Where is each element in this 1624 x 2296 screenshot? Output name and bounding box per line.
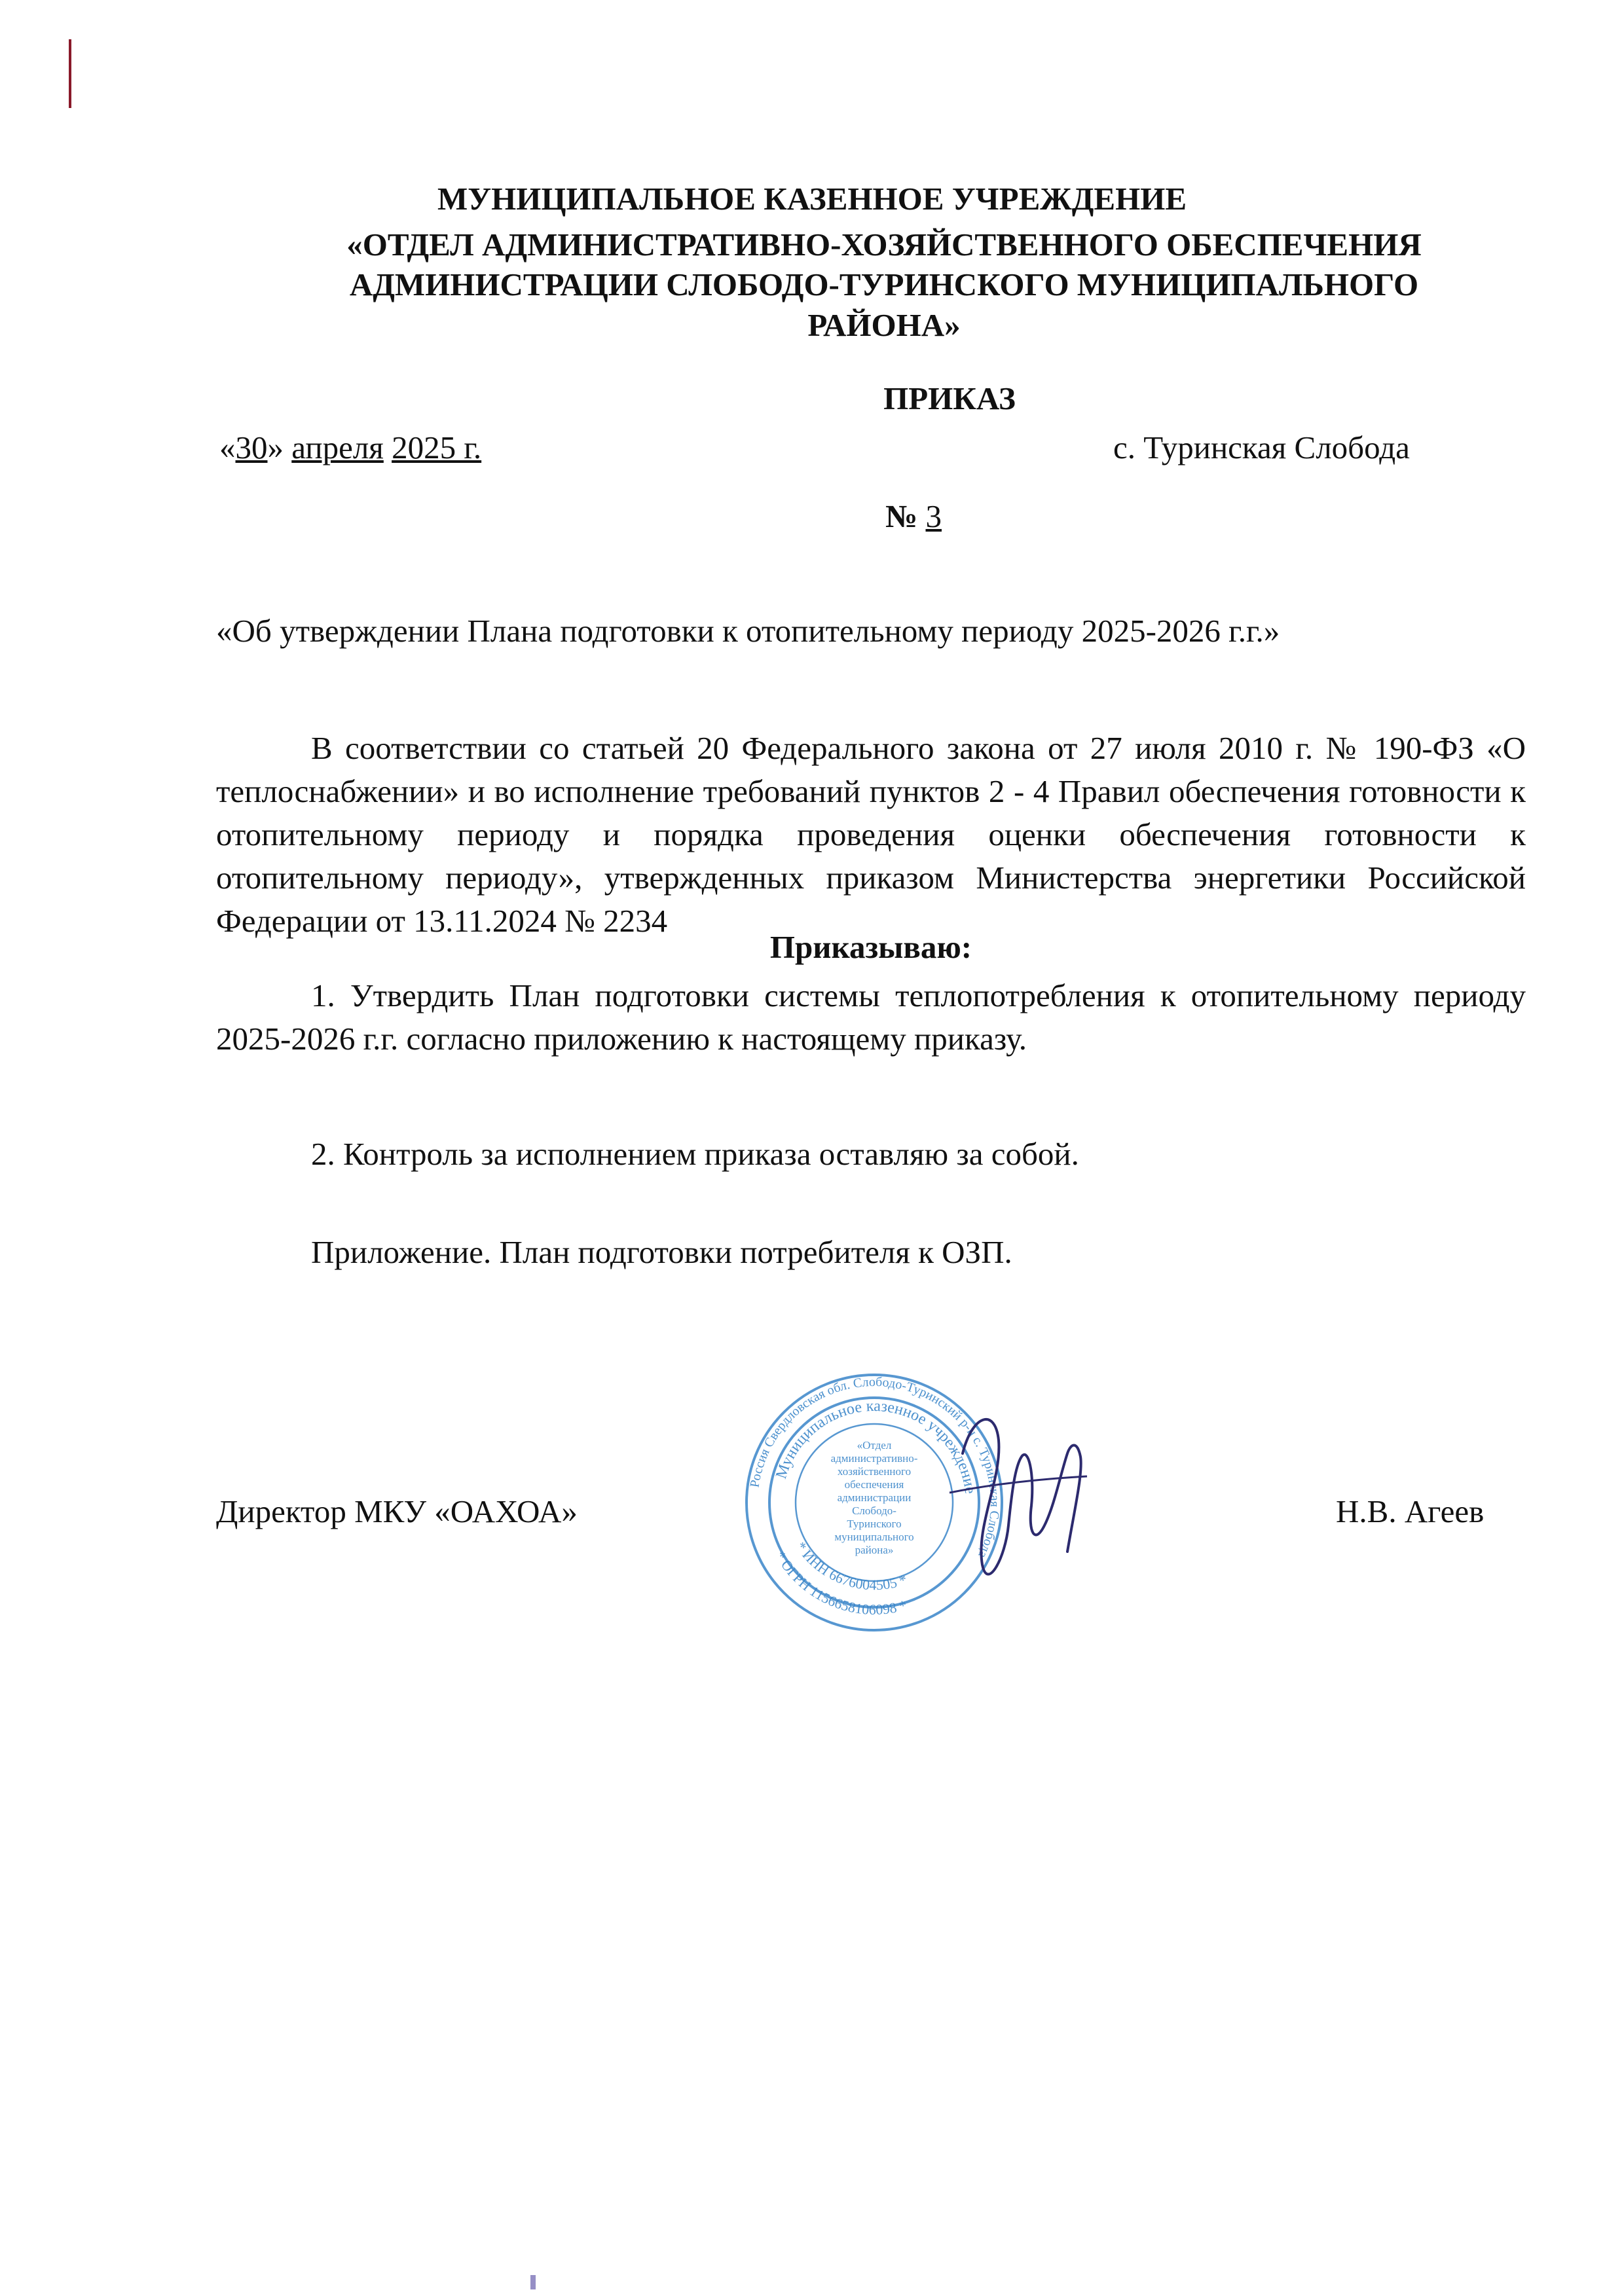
- stamp-ogrn-text: * ОГРН 1156658106098 *: [772, 1548, 909, 1618]
- order-heading: Приказываю:: [769, 929, 972, 965]
- document-place: с. Туринская Слобода: [1113, 429, 1410, 465]
- org-header-line-1: МУНИЦИПАЛЬНОЕ КАЗЕННОЕ УЧРЕЖДЕНИЕ: [437, 181, 1187, 217]
- svg-text:хозяйственного: хозяйственного: [837, 1465, 912, 1478]
- org-header-line-3: АДМИНИСТРАЦИИ СЛОБОДО-ТУРИНСКОГО МУНИЦИПАЛЬНОГО: [349, 266, 1419, 302]
- svg-text:обеспечения: обеспечения: [844, 1478, 904, 1491]
- order-item-2: 2. Контроль за исполнением приказа оставляю за собой.: [311, 1136, 1079, 1172]
- margin-mark: [69, 39, 71, 108]
- svg-text:района»: района»: [855, 1544, 894, 1556]
- org-header-line-4: РАЙОНА»: [807, 307, 961, 343]
- svg-text:Слободо-: Слободо-: [852, 1504, 896, 1517]
- signatory-name: Н.В. Агеев: [1336, 1493, 1485, 1529]
- svg-text:администрации: администрации: [837, 1491, 912, 1504]
- svg-text:Туринского: Туринского: [847, 1518, 902, 1530]
- document-type: ПРИКАЗ: [883, 380, 1016, 416]
- stamp-inn-text: * ИНН 6676004505 *: [792, 1539, 910, 1594]
- ink-mark: [530, 2275, 536, 2289]
- document-date: «30» апреля 2025 г.: [219, 429, 482, 465]
- stamp-outer-ring-text: Россия Свердловская обл. Слободо-Туринский р-н с. Туринская Слобода: [747, 1374, 1003, 1561]
- signatory-position: Директор МКУ «ОАХОА»: [216, 1493, 578, 1529]
- svg-text:муниципального: муниципального: [834, 1531, 914, 1543]
- svg-text:«Отдел: «Отдел: [857, 1439, 892, 1451]
- handwritten-signature: [936, 1394, 1100, 1604]
- order-item-1: 1. Утвердить План подготовки системы теплопотребления к отопительному периоду 2025-2026 г.г. согласно приложению к настоящему приказу.: [216, 977, 1526, 1057]
- document-subject: «Об утверждении Плана подготовки к отопительному периоду 2025-2026 г.г.»: [216, 613, 1280, 649]
- stamp-center-text: [831, 1439, 918, 1556]
- appendix-note: Приложение. План подготовки потребителя к ОЗП.: [311, 1234, 1012, 1270]
- stamp-middle-ring-text: Муниципальное казенное учреждение: [773, 1397, 979, 1495]
- preamble-paragraph: В соответствии со статьей 20 Федерального закона от 27 июля 2010 г. № 190-ФЗ «О теплоснабжении» и во исполнение требований пунктов 2 - 4 Правил обеспечения готовности к отопительному периоду и порядка проведения оценки обеспечения готовности к отопительному периоду», утвержденных приказом Министерства энергетики Российской Федерации от 13.11.2024 № 2234: [216, 730, 1526, 939]
- svg-text:административно-: административно-: [830, 1452, 918, 1465]
- document-number: № 3: [885, 498, 942, 534]
- org-header-line-2: «ОТДЕЛ АДМИНИСТРАТИВНО-ХОЗЯЙСТВЕННОГО ОБЕСПЕЧЕНИЯ: [346, 227, 1422, 263]
